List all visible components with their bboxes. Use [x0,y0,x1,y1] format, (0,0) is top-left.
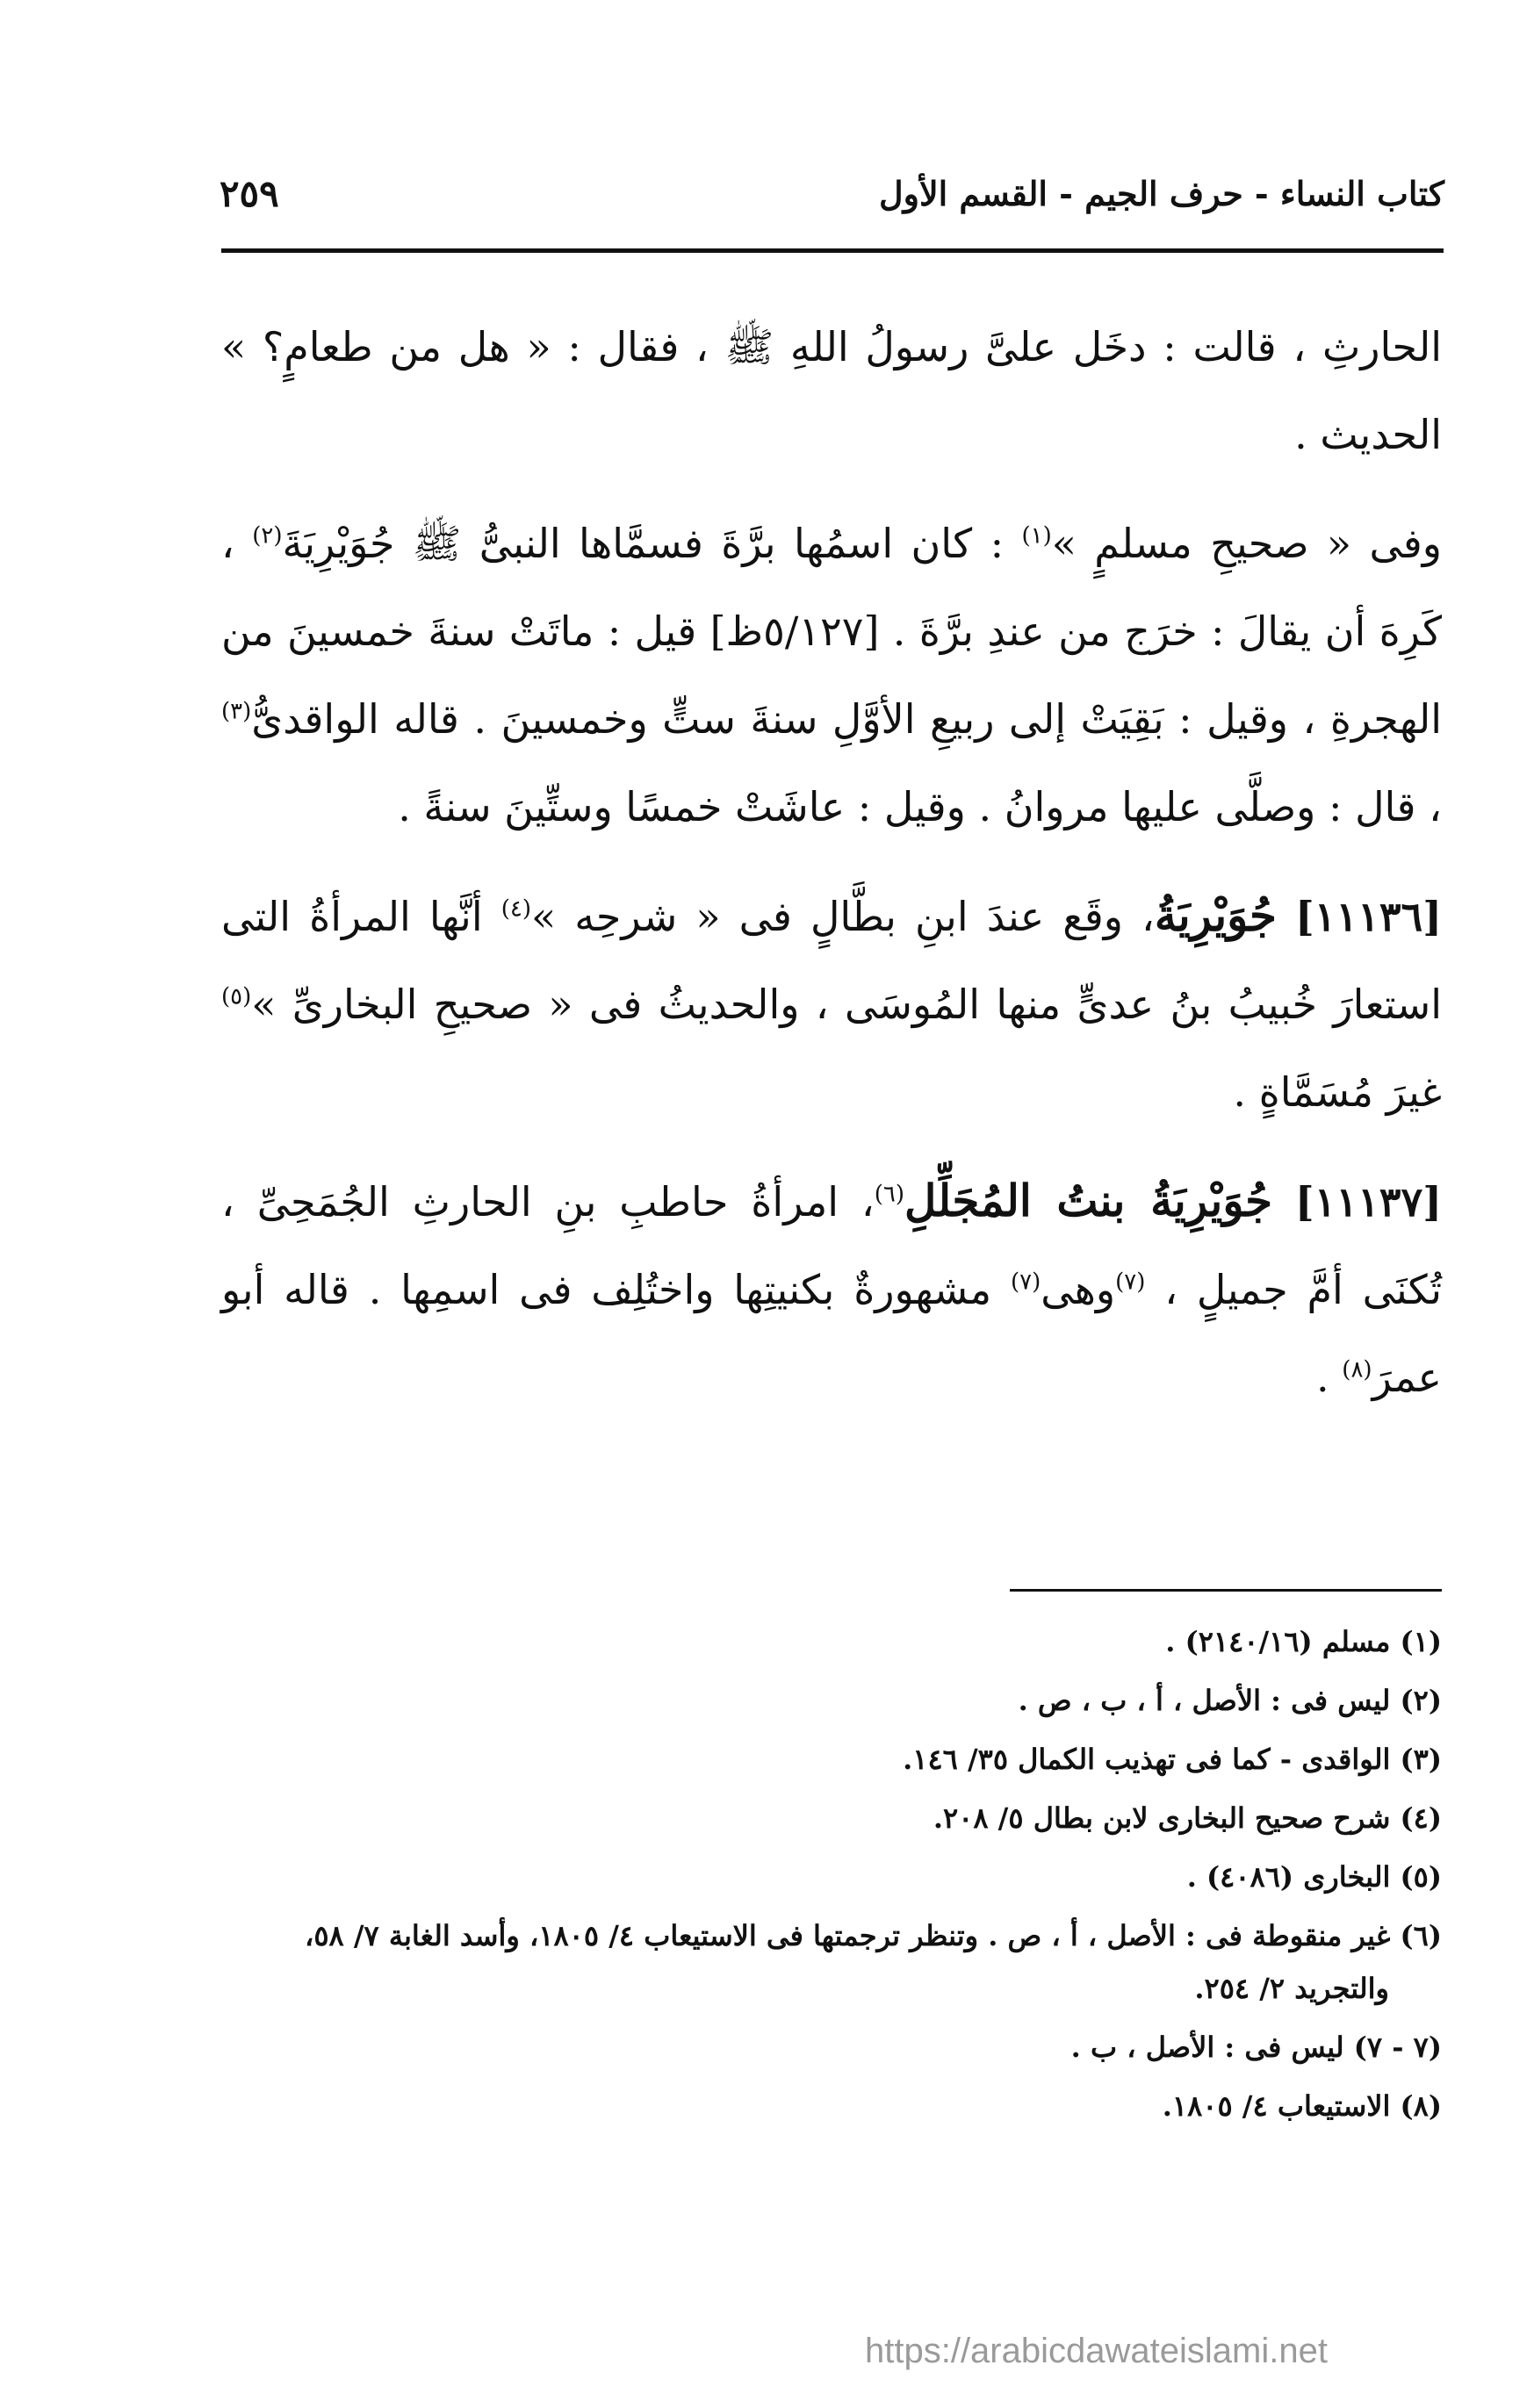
footnote-item: (٤) شرح صحيح البخارى لابن بطال ٥/ ٢٠٨. [933,1801,1442,1835]
text-run: أنَّها المرأةُ التى استعارَ خُبيبُ بنُ عدىٍّ منها المُوسَى ، والحديثُ فى « صحيحِ البخارىِّ » [221,893,1442,1028]
paragraph-muslim-note [221,500,1442,851]
footnote-ref[interactable]: (٦) [874,1181,904,1208]
text-run: . [1316,1354,1329,1401]
page-number: ٢٥٩ [220,172,279,215]
footnote-item-6 [221,1909,1442,2015]
text-run: الحارثِ ، قالت : دخَل علىَّ رسولُ اللهِ ﷺ ، فقال : « هل من طعامٍ؟ » الحديث . [221,323,1442,458]
footnote-item: (٣) الواقدى - كما فى تهذيب الكمال ٣٥/ ١٤٦. [903,1743,1442,1776]
footnote-ref[interactable]: (٧) [1011,1269,1041,1296]
footnote-ref[interactable]: (١) [1021,522,1052,550]
header-divider [221,248,1444,253]
footnote-item: (٨) الاستيعاب ٤/ ١٨٠٥. [1162,2089,1442,2123]
watermark-url: https://arabicdawateislami.net [865,2332,1328,2370]
footnote-continuation: والتجريد ٢/ ٢٥٤. [1194,1972,1389,2005]
entry-number: [١١١٣٦] [1294,893,1443,940]
footnote-ref[interactable]: (٤) [501,895,532,923]
footnotes [221,1615,1442,2138]
entry-11137 [221,1157,1442,1421]
footnote-item: (٢) ليس فى : الأصل ، أ ، ب ، ص . [1018,1684,1442,1717]
text-run: وفى « صحيحِ مسلمٍ » [1051,520,1442,567]
text-run: ، امرأةُ حاطبِ بنِ الحارثِ الجُمَحِىِّ ، تُكنَى أمَّ جميلٍ ، [221,1178,1443,1313]
page-header [220,167,1444,237]
footnote-ref[interactable]: (٧) [1115,1269,1146,1296]
text-run: : كان اسمُها برَّةَ فسمَّاها النبىُّ ﷺ جُوَيْرِيَةَ [282,520,1005,567]
footnote-item: (١) مسلم (٢١٤٠/١٦) . [1165,1625,1442,1658]
text-run: وهى [1041,1266,1116,1313]
footnote-ref[interactable]: (٣) [221,698,252,725]
footnote-item: (٥) البخارى (٤٠٨٦) . [1186,1860,1442,1894]
text-run: ، وقَع عندَ ابنِ بطَّالٍ فى « شرحِه » [531,893,1155,940]
entry-number: [١١١٣٧] [1294,1178,1442,1226]
footnote-item: (٧ - ٧) ليس فى : الأصل ، ب . [1070,2031,1442,2064]
text-run: غيرَ مُسَمَّاةٍ . [1233,1068,1442,1116]
footnote-divider [1010,1589,1442,1592]
entry-name: جُوَيْرِيَةُ بنتُ المُجَلِّلِ [904,1175,1273,1226]
running-title: كتاب النساء - حرف الجيم - القسم الأول [878,174,1444,213]
text-run: ، قال : وصلَّى عليها مروانُ . وقيل : عاشَتْ خمسًا وستِّينَ سنةً . [398,783,1442,830]
entry-name: جُوَيْرِيَةُ [1154,889,1277,941]
footnote-ref[interactable]: (٥) [221,983,252,1010]
entry-11136 [221,872,1442,1136]
main-text [221,303,1442,1442]
text-run: مشهورةٌ بكنيتِها واختُلِف فى اسمِها . قاله أبو عمرَ [221,1266,1442,1401]
text-run: ، كَرِهَ أن يقالَ : خرَج من عندِ برَّةَ . [٥/١٢٧ظ] قيل : ماتَتْ سنةَ خمسينَ من الهجرةِ ، وقيل : بَقِيَتْ إلى ربيعِ الأوَّلِ سنةَ ستٍّ وخمسينَ . قاله الواقدىُّ [221,520,1442,743]
footnote-text: (٦) غير منقوطة فى : الأصل ، أ ، ص . وتنظر ترجمتها فى الاستيعاب ٤/ ١٨٠٥، وأسد الغابة ٧/ ٥٨، [304,1919,1442,1952]
footnote-ref[interactable]: (٢) [252,522,283,550]
footnote-ref[interactable]: (٨) [1342,1356,1372,1384]
paragraph-continuation [221,303,1442,478]
